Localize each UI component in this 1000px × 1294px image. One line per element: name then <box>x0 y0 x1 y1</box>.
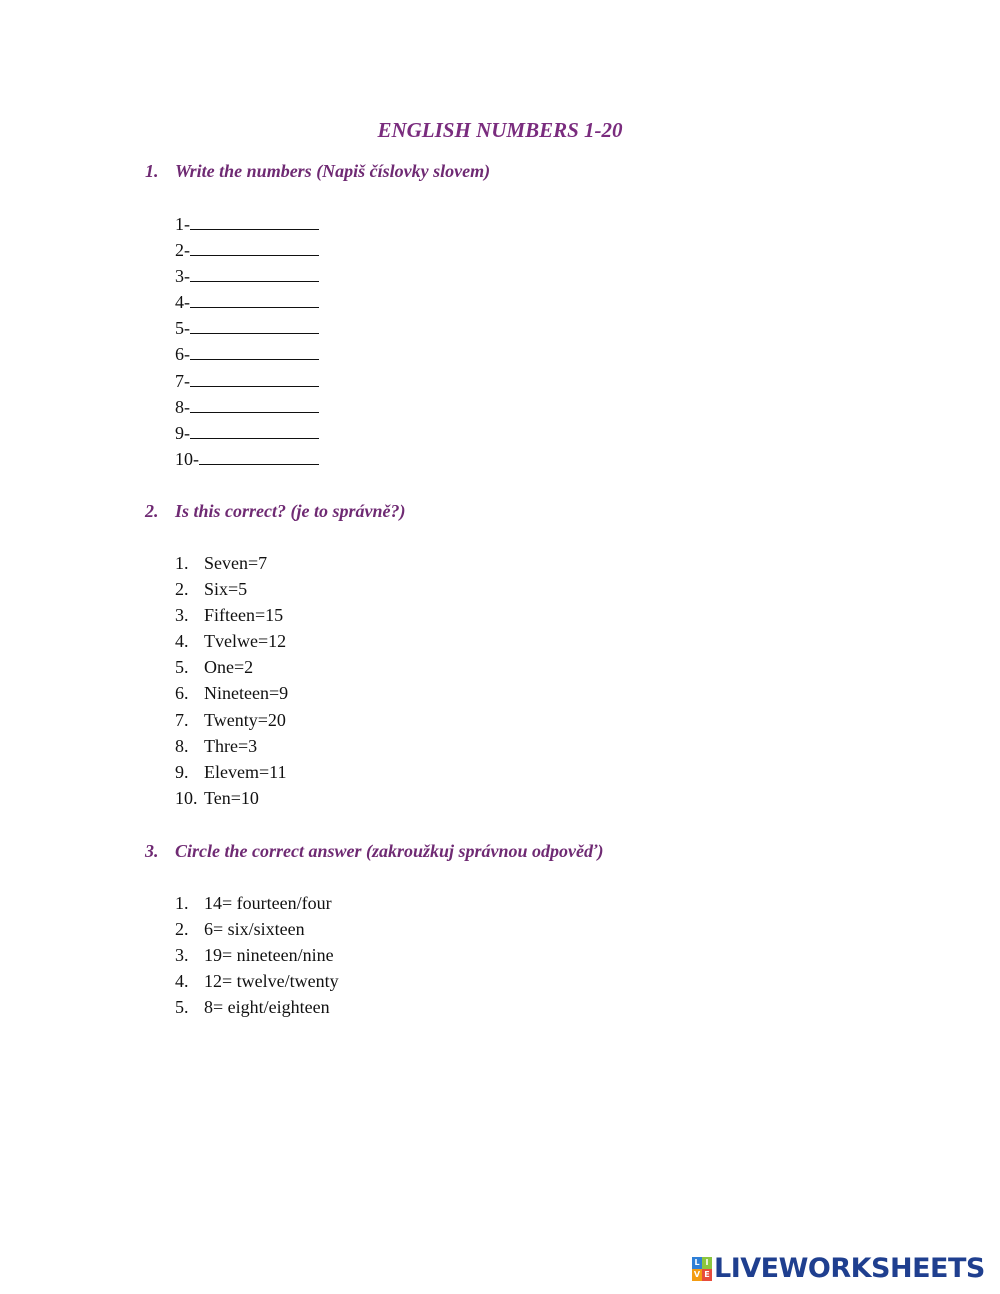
item-text: Elevem=11 <box>204 761 287 782</box>
write-number-label: 2- <box>175 240 190 261</box>
item-text: 6= six/sixteen <box>204 919 305 940</box>
item-number: 9. <box>175 761 189 782</box>
circle-answer-item <box>175 968 339 994</box>
write-number-label: 5- <box>175 318 190 339</box>
answer-blank[interactable] <box>190 265 319 282</box>
section-3-heading <box>145 840 603 862</box>
write-number-label: 4- <box>175 292 190 313</box>
item-number: 5. <box>175 997 189 1018</box>
section-2-number: 2. <box>145 501 159 521</box>
circle-answer-item <box>175 994 339 1020</box>
page-title: ENGLISH NUMBERS 1-20 <box>377 118 623 142</box>
item-number: 10. <box>175 787 198 808</box>
section-1-heading <box>145 160 490 182</box>
section-1-number: 1. <box>145 161 159 181</box>
item-number: 7. <box>175 709 189 730</box>
liveworksheets-logo-text: LIVEWORKSHEETS <box>714 1253 985 1284</box>
item-number: 4. <box>175 631 189 652</box>
answer-blank[interactable] <box>190 370 319 387</box>
write-number-item <box>175 420 319 446</box>
circle-answer-item <box>175 916 339 942</box>
section-1-heading-text: Write the numbers (Napiš číslovky slovem) <box>175 161 491 181</box>
write-number-item <box>175 446 319 472</box>
write-number-item <box>175 394 319 420</box>
is-correct-item <box>175 733 288 759</box>
logo-icon-letter: V <box>693 1270 701 1279</box>
item-number: 4. <box>175 971 189 992</box>
item-number: 2. <box>175 579 189 600</box>
item-text: 14= fourteen/four <box>204 893 332 913</box>
item-text: Nineteen=9 <box>204 683 289 704</box>
item-text: 8= eight/eighteen <box>204 997 330 1018</box>
item-text: Fifteen=15 <box>204 605 284 626</box>
is-correct-item <box>175 707 288 733</box>
item-number: 1. <box>175 893 189 913</box>
section-2-heading <box>145 500 405 522</box>
item-number: 2. <box>175 919 189 940</box>
write-number-label: 8- <box>175 396 190 417</box>
section-3-number: 3. <box>145 841 159 861</box>
item-text: Thre=3 <box>204 735 258 756</box>
is-correct-item <box>175 576 288 602</box>
liveworksheets-logo <box>692 1254 985 1284</box>
item-text: Six=5 <box>204 579 248 600</box>
item-number: 3. <box>175 945 189 966</box>
write-number-item <box>175 263 319 289</box>
write-number-item <box>175 368 319 394</box>
write-number-item <box>175 211 319 237</box>
write-number-item <box>175 341 319 367</box>
section-2-heading-text: Is this correct? (je to správně?) <box>175 501 406 521</box>
is-correct-item <box>175 602 288 628</box>
answer-blank[interactable] <box>190 317 319 334</box>
logo-icon-letter: E <box>702 1269 712 1281</box>
write-number-label: 1- <box>175 214 190 234</box>
is-correct-list <box>175 550 288 811</box>
write-number-item <box>175 315 319 341</box>
circle-answer-list <box>175 890 339 1020</box>
item-number: 3. <box>175 605 189 626</box>
circle-answer-item <box>175 890 339 916</box>
is-correct-item <box>175 628 288 654</box>
circle-answer-item <box>175 942 339 968</box>
item-text: 19= nineteen/nine <box>204 945 334 966</box>
liveworksheets-logo-icon <box>692 1257 712 1281</box>
section-3-heading-text: Circle the correct answer (zakroužkuj správnou odpověď) <box>175 841 604 861</box>
answer-blank[interactable] <box>190 422 319 439</box>
is-correct-item <box>175 654 288 680</box>
is-correct-item <box>175 759 288 785</box>
item-text: Tvelwe=12 <box>204 631 287 652</box>
write-number-item <box>175 289 319 315</box>
answer-blank[interactable] <box>190 291 319 308</box>
answer-blank[interactable] <box>190 396 319 413</box>
is-correct-item <box>175 550 288 576</box>
item-text: Twenty=20 <box>204 709 286 730</box>
item-text: Seven=7 <box>204 553 268 573</box>
write-numbers-list <box>175 211 319 472</box>
answer-blank[interactable] <box>190 213 319 230</box>
logo-icon-letter: L <box>692 1257 702 1269</box>
item-number: 6. <box>175 683 189 704</box>
write-number-label: 3- <box>175 266 190 287</box>
item-number: 5. <box>175 657 189 678</box>
answer-blank[interactable] <box>190 239 319 256</box>
item-text: Ten=10 <box>204 787 259 808</box>
write-number-label: 6- <box>175 344 190 365</box>
answer-blank[interactable] <box>190 343 319 360</box>
item-number: 8. <box>175 735 189 756</box>
item-number: 1. <box>175 553 189 573</box>
answer-blank[interactable] <box>199 448 319 465</box>
write-number-label: 7- <box>175 370 190 391</box>
write-number-label: 9- <box>175 422 190 443</box>
item-text: One=2 <box>204 657 254 678</box>
is-correct-item <box>175 785 288 811</box>
write-number-label: 10- <box>175 448 199 469</box>
item-text: 12= twelve/twenty <box>204 971 339 992</box>
is-correct-item <box>175 680 288 706</box>
logo-icon-letter: I <box>702 1257 712 1269</box>
write-number-item <box>175 237 319 263</box>
